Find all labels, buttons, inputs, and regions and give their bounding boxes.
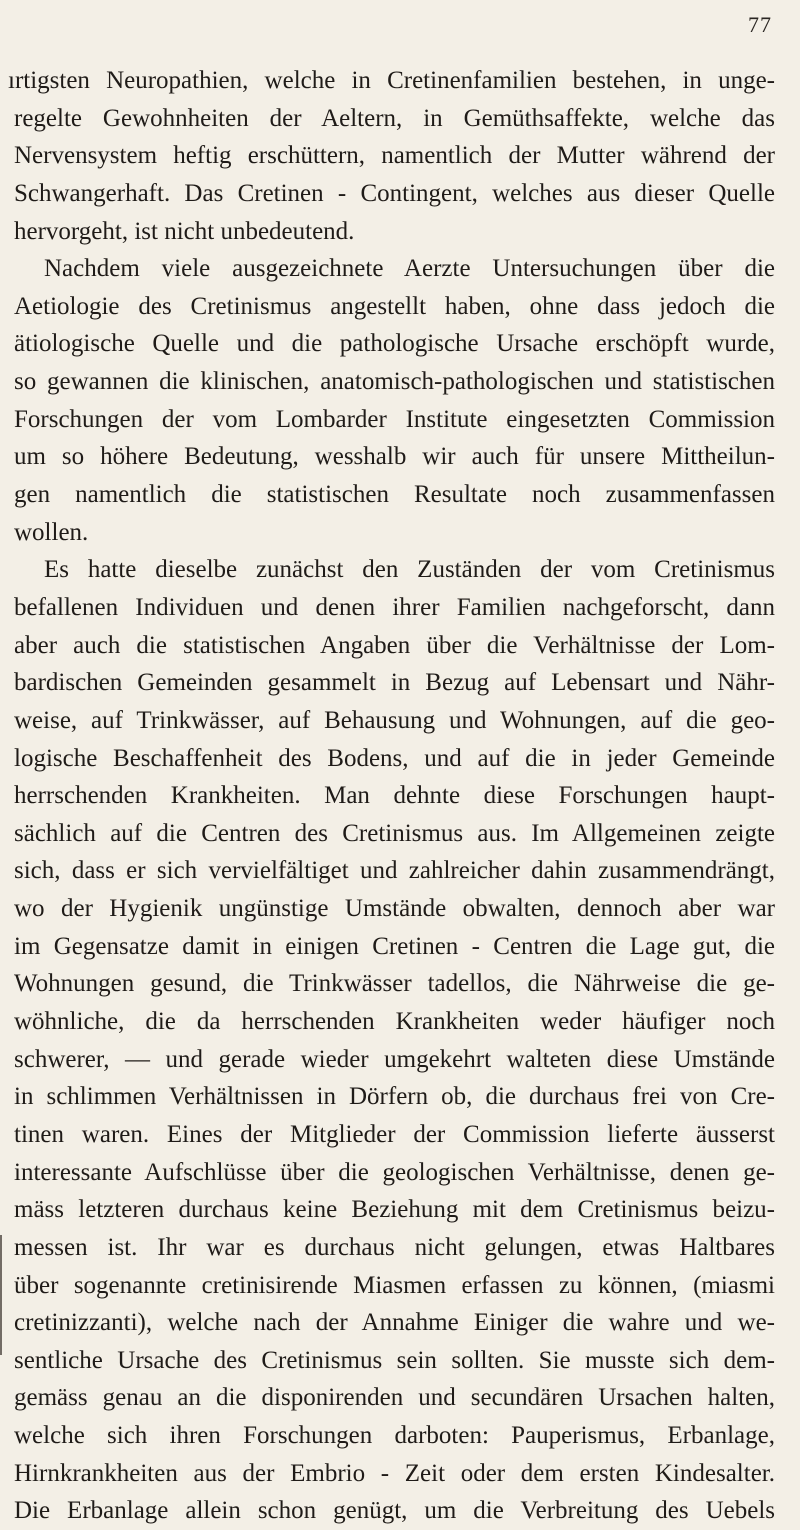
text-line: Schwangerhaft. Das Cretinen - Contingent, welches aus dieser Quelle — [14, 179, 775, 207]
text-line: logische Beschaffenheit des Bodens, und auf die in jeder Gemeinde — [14, 744, 775, 772]
text-line: sächlich auf die Centren des Cretinismus aus. Im Allgemeinen zeigte — [14, 819, 775, 847]
text-line: welche sich ihren Forschungen darboten: Pauperismus, Erbanlage, — [14, 1422, 775, 1450]
text-line: Aetiologie des Cretinismus angestellt haben, ohne dass jedoch die — [14, 292, 775, 320]
text-line: wöhnliche, die da herrschenden Krankheiten weder häufiger noch — [14, 1008, 775, 1036]
text-line: Es hatte dieselbe zunächst den Zuständen der vom Cretinismus — [44, 556, 775, 584]
text-line: ırtigsten Neuropathien, welche in Cretinenfamilien bestehen, in unge- — [8, 67, 775, 94]
text-line: wo der Hygienik ungünstige Umstände obwalten, dennoch aber war — [14, 895, 775, 923]
text-line: Hirnkrankheiten aus der Embrio - Zeit oder dem ersten Kindesalter. — [14, 1459, 775, 1487]
page-edge-mark — [0, 1235, 2, 1355]
text-line: mäss letzteren durchaus keine Beziehung mit dem Cretinismus beizu- — [14, 1196, 775, 1224]
text-line: ätiologische Quelle und die pathologische Ursache erschöpft wurde, — [14, 330, 775, 358]
text-line: bardischen Gemeinden gesammelt in Bezug auf Lebensart und Nähr- — [14, 669, 775, 697]
text-line: Nervensystem heftig erschüttern, namentlich der Mutter während der — [14, 142, 775, 170]
text-line: so gewannen die klinischen, anatomisch-pathologischen und statistischen — [14, 368, 775, 396]
text-line: sich, dass er sich vervielfältiget und zahlreicher dahin zusammendrängt, — [14, 857, 775, 885]
text-line: schwerer, — und gerade wieder umgekehrt walteten diese Umstände — [14, 1045, 775, 1073]
text-line: in schlimmen Verhältnissen in Dörfern ob, die durchaus frei von Cre- — [14, 1083, 775, 1111]
body-text — [0, 62, 795, 1530]
text-line: herrschenden Krankheiten. Man dehnte diese Forschungen haupt- — [14, 782, 775, 810]
text-line: aber auch die statistischen Angaben über die Verhältnisse der Lom- — [14, 631, 775, 659]
page-number: 77 — [748, 12, 772, 37]
text-line: wollen. — [14, 518, 89, 546]
text-line: gemäss genau an die disponirenden und secundären Ursachen halten, — [14, 1384, 775, 1412]
text-line: Wohnungen gesund, die Trinkwässer tadellos, die Nährweise die ge- — [14, 970, 775, 998]
text-line: Nachdem viele ausgezeichnete Aerzte Untersuchungen über die — [44, 255, 775, 283]
text-line: tinen waren. Eines der Mitglieder der Commission lieferte äusserst — [14, 1120, 775, 1148]
text-line: im Gegensatze damit in einigen Cretinen - Centren die Lage gut, die — [14, 932, 775, 960]
text-line: gen namentlich die statistischen Resultate noch zusammenfassen — [14, 481, 775, 509]
text-line: cretinizzanti), welche nach der Annahme Einiger die wahre und we- — [14, 1309, 775, 1337]
text-line: Die Erbanlage allein schon genügt, um die Verbreitung des Uebels — [14, 1497, 775, 1525]
text-line: sentliche Ursache des Cretinismus sein sollten. Sie musste sich dem- — [14, 1346, 775, 1374]
text-line: befallenen Individuen und denen ihrer Familien nachgeforscht, dann — [14, 593, 775, 621]
text-line: hervorgeht, ist nicht unbedeutend. — [14, 217, 355, 245]
text-line: um so höhere Bedeutung, wesshalb wir auch für unsere Mittheilun- — [14, 443, 775, 471]
text-line: messen ist. Ihr war es durchaus nicht gelungen, etwas Haltbares — [14, 1233, 775, 1261]
text-line: regelte Gewohnheiten der Aeltern, in Gemüthsaffekte, welche das — [14, 104, 775, 132]
text-line: interessante Aufschlüsse über die geologischen Verhältnisse, denen ge- — [14, 1158, 775, 1186]
text-line: Forschungen der vom Lombarder Institute eingesetzten Commission — [14, 405, 775, 433]
text-line: über sogenannte cretinisirende Miasmen erfassen zu können, (miasmi — [14, 1271, 775, 1299]
text-line: weise, auf Trinkwässer, auf Behausung und Wohnungen, auf die geo- — [14, 706, 775, 734]
